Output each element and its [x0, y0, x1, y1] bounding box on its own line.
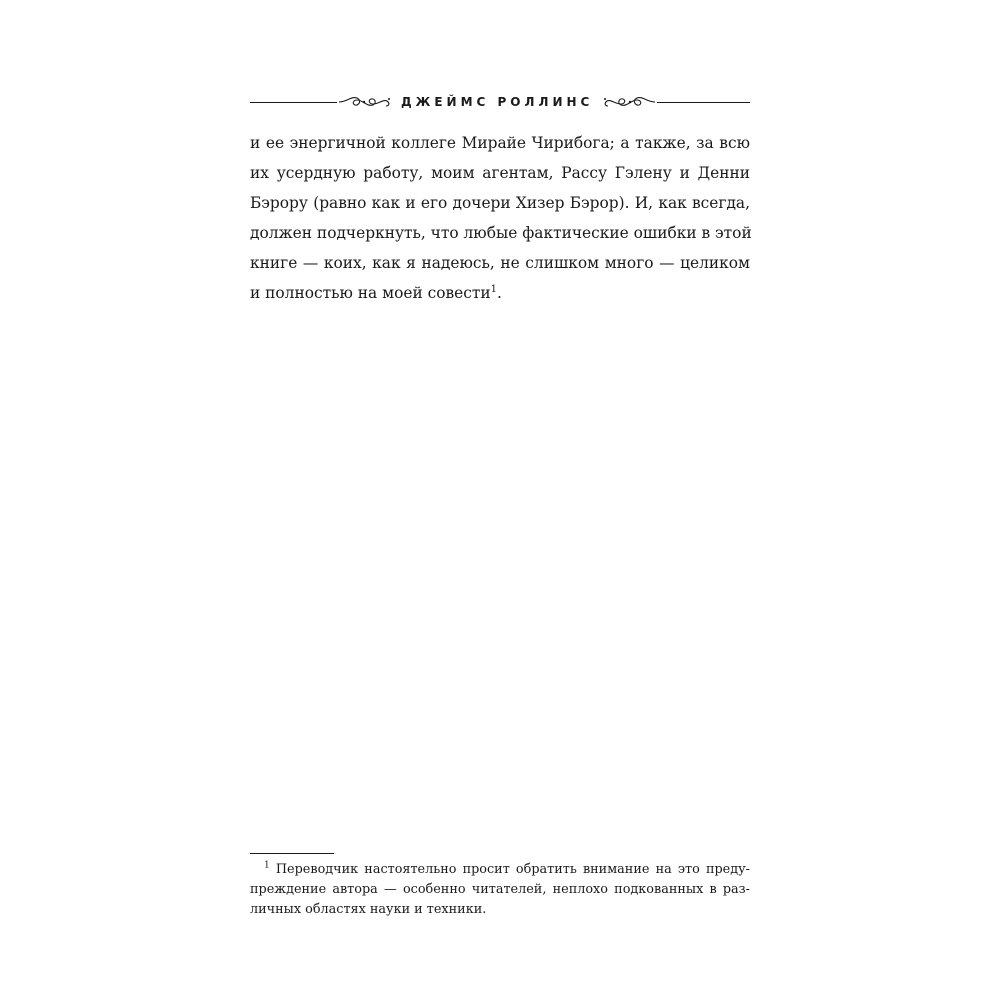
footnote-mark: 1 — [264, 860, 270, 871]
footnote-line — [250, 860, 750, 880]
footnote-reference[interactable]: 1 — [490, 283, 498, 295]
text-line: и ее энергичной коллеге Мирайе Чирибога; а также, за всю — [250, 134, 750, 152]
closing-punctuation: . — [497, 284, 502, 302]
footnote-line: преждение автора — особенно читателей, неплохо подкованных в раз- — [250, 882, 750, 897]
flourish-right-icon — [601, 93, 657, 111]
text-line: их усердную работу, моим агентам, Рассу Гэлену и Денни — [250, 164, 750, 182]
text-line: Бэрору (равно как и его дочери Хизер Бэрор). И, как всегда, — [250, 194, 750, 212]
footnote-separator — [250, 853, 334, 854]
running-header-title: ДЖЕЙМС РОЛЛИНС — [400, 95, 594, 109]
book-page — [250, 80, 750, 940]
text-line-content: и полностью на моей совести — [250, 284, 491, 302]
footnote — [250, 860, 750, 920]
header-rule-left — [250, 102, 337, 103]
text-line: должен подчеркнуть, что любые фактические ошибки в этой — [250, 224, 752, 242]
text-line-last — [250, 278, 750, 308]
running-header — [250, 90, 750, 114]
footnote-line: личных областях науки и техники. — [250, 902, 487, 917]
body-paragraph — [250, 128, 750, 308]
flourish-left-icon — [337, 93, 393, 111]
text-line: книге — коих, как я надеюсь, не слишком много — целиком — [250, 254, 750, 272]
footnote-line-content: Переводчик настоятельно просит обратить внимание на это преду- — [275, 862, 750, 877]
header-rule-right — [657, 102, 750, 103]
